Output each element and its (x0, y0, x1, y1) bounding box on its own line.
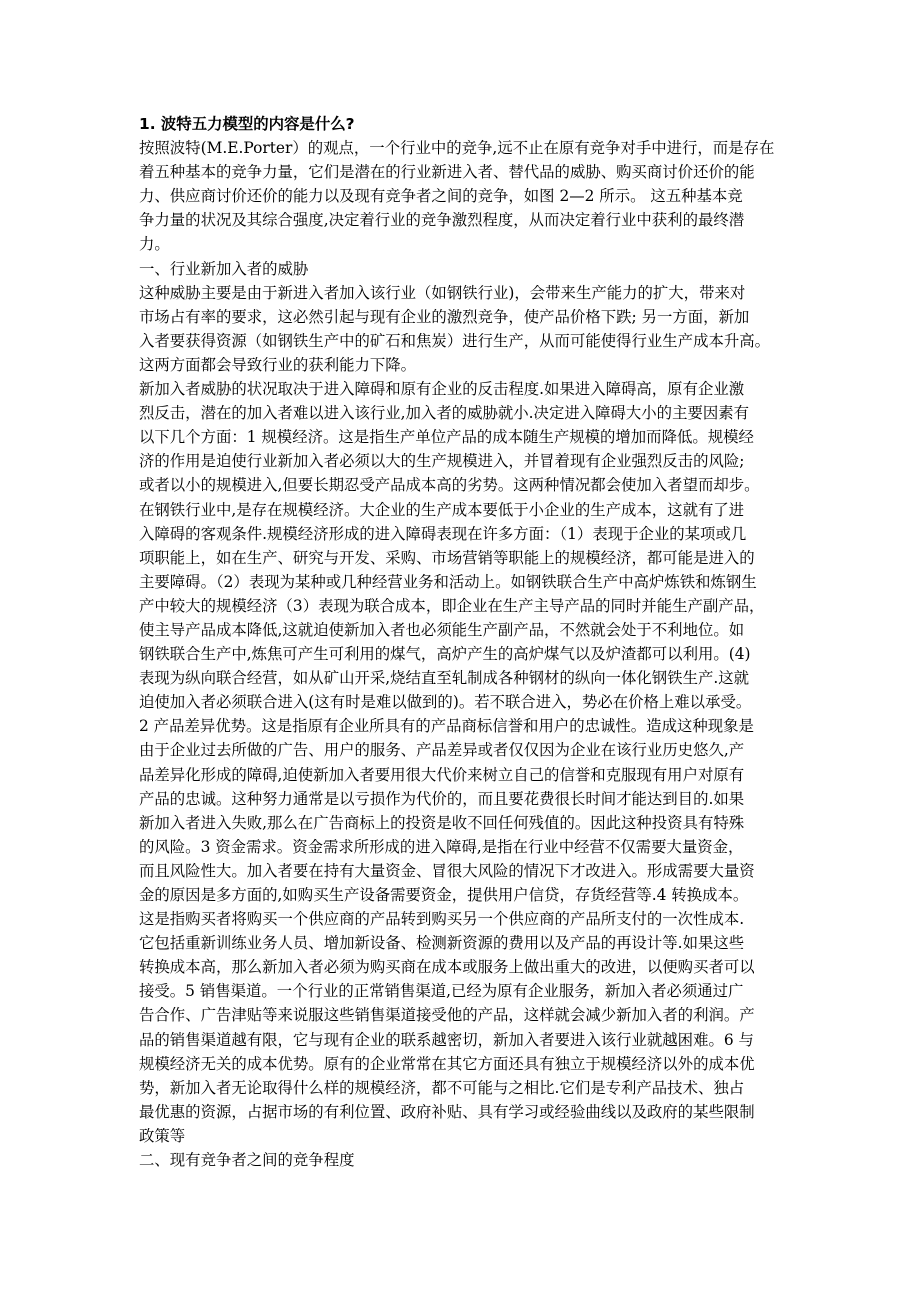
text-line: 着五种基本的竞争力量，它们是潜在的行业新进入者、替代品的威胁、购买商讨价还价的能 (139, 163, 755, 182)
text-line: 主要障碍。（2）表现为某种或几种经营业务和活动上。如钢铁联合生产中高炉炼铁和炼钢生 (139, 572, 757, 591)
text-line: 转换成本高，那么新加入者必须为购买商在成本或服务上做出重大的改进，以便购买者可以 (139, 958, 755, 977)
text-line: 政策等 (139, 1126, 186, 1145)
text-line: 由于企业过去所做的广告、用户的服务、产品差异或者仅仅因为企业在该行业历史悠久,产 (139, 741, 745, 760)
text-line: 最优惠的资源，占据市场的有利位置、政府补贴、具有学习或经验曲线以及政府的某些限制 (139, 1102, 755, 1121)
text-line: 表现为纵向联合经营，如从矿山开采,烧结直至轧制成各种钢材的纵向一体化钢铁生产.这就 (139, 669, 750, 688)
text-line: 或者以小的规模进入,但要长期忍受产品成本高的劣势。这两种情况都会使加入者望而却步。 (139, 476, 760, 495)
text-line: 产品的忠诚。这种努力通常是以亏损作为代价的，而且要花费很长时间才能达到目的.如果 (139, 789, 745, 808)
text-line: 新加入者进入失败,那么在广告商标上的投资是收不回任何残值的。因此这种投资具有特殊 (139, 813, 745, 832)
text-line: 入障碍的客观条件.规模经济形成的进入障碍表现在许多方面：（1）表现于企业的某项或几 (139, 524, 747, 543)
text-line: 产中较大的规模经济（3）表现为联合成本，即企业在生产主导产品的同时并能生产副产品， (139, 596, 765, 615)
text-line: 品的销售渠道越有限，它与现有企业的联系越密切，新加入者要进入该行业就越困难。6 与 (139, 1030, 754, 1049)
text-line: 而且风险性大。加入者要在持有大量资金、冒很大风险的情况下才改进入。形成需要大量资 (139, 861, 755, 880)
text-line: 使主导产品成本降低,这就迫使新加入者也必须能生产副产品，不然就会处于不利地位。如 (139, 620, 745, 639)
text-line: 势，新加入者无论取得什么样的规模经济，都不可能与之相比.它们是专利产品技术、独占 (139, 1078, 745, 1097)
text-line: 二、现有竞争者之间的竞争程度 (139, 1151, 355, 1170)
text-line: 品差异化形成的障碍,迫使新加入者要用很大代价来树立自己的信誉和克服现有用户对原有 (139, 765, 745, 784)
text-line: 规模经济无关的成本优势。原有的企业常常在其它方面还具有独立于规模经济以外的成本优 (139, 1054, 755, 1073)
text-line: 2 产品差异优势。这是指原有企业所具有的产品商标信誉和用户的忠诚性。造成这种现象是 (139, 717, 754, 736)
text-line: 金的原因是多方面的,如购买生产设备需要资金，提供用户信贷，存货经营等.4 转换成本。 (139, 886, 749, 904)
text-line: 项职能上，如在生产、研究与开发、采购、市场营销等职能上的规模经济，都可能是进入的 (139, 548, 755, 567)
text-line: 它包括重新训练业务人员、增加新设备、检测新资源的费用以及产品的再设计等.如果这些 (139, 934, 745, 953)
document-title: 1. 波特五力模型的内容是什么? (139, 115, 355, 133)
text-line: 力、供应商讨价还价的能力以及现有竞争者之间的竞争，如图 2—2 所示。 这五种基本竞 (139, 187, 743, 206)
text-line: 在钢铁行业中,是存在规模经济。大企业的生产成本要低于小企业的生产成本，这就有了进 (139, 500, 745, 519)
document-body (139, 112, 785, 1172)
text-line: 新加入者威胁的状况取决于进入障碍和原有企业的反击程度.如果进入障碍高，原有企业激 (139, 380, 745, 399)
text-line: 迫使加入者必须联合进入(这有时是难以做到的)。若不联合进入，势必在价格上难以承受。 (139, 693, 752, 712)
text-line: 一、行业新加入者的威胁 (139, 259, 309, 278)
text-line: 入者要获得资源（如钢铁生产中的矿石和焦炭）进行生产，从而可能使得行业生产成本升高。 (139, 331, 771, 350)
text-line: 以下几个方面：1 规模经济。这是指生产单位产品的成本随生产规模的增加而降低。规模经 (139, 428, 754, 447)
text-line: 接受。5 销售渠道。一个行业的正常销售渠道,已经为原有企业服务，新加入者必须通过广 (139, 982, 744, 1001)
text-line: 钢铁联合生产中,炼焦可产生可利用的煤气，高炉产生的高炉煤气以及炉渣都可以利用。(4) (139, 645, 751, 664)
text-line: 这是指购买者将购买一个供应商的产品转到购买另一个供应商的产品所支付的一次性成本. (139, 910, 745, 929)
text-line: 告合作、广告津贴等来说服这些销售渠道接受他的产品，这样就会减少新加入者的利润。产 (139, 1006, 755, 1025)
text-line: 的风险。3 资金需求。资金需求所形成的进入障碍,是指在行业中经营不仅需要大量资金， (139, 837, 744, 856)
text-line: 按照波特(M.E.Porter）的观点，一个行业中的竞争,远不止在原有竞争对手中进行，而是存在 (139, 139, 775, 158)
text-line: 烈反击，潜在的加入者难以进入该行业,加入者的威胁就小.决定进入障碍大小的主要因素有 (139, 404, 750, 423)
text-line: 济的作用是迫使行业新加入者必须以大的生产规模进入，并冒着现有企业强烈反击的风险; (139, 452, 745, 471)
text-line: 力。 (139, 235, 170, 254)
text-line: 市场占有率的要求，这必然引起与现有企业的激烈竞争，使产品价格下跌; 另一方面，新加 (139, 307, 750, 326)
text-line: 争力量的状况及其综合强度,决定着行业的竞争激烈程度，从而决定着行业中获利的最终潜 (139, 211, 745, 230)
text-line: 这种威胁主要是由于新进入者加入该行业（如钢铁行业)，会带来生产能力的扩大，带来对 (139, 283, 746, 302)
text-line: 这两方面都会导致行业的获利能力下降。 (139, 355, 417, 374)
paragraph-block (139, 136, 785, 1172)
